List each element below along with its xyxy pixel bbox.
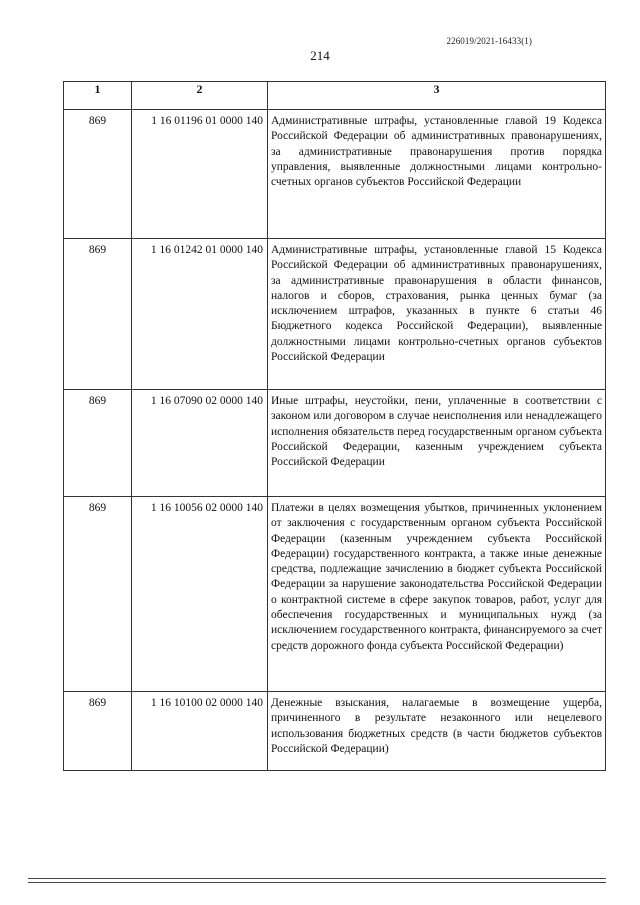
admin-code-cell: 869 bbox=[64, 239, 132, 390]
table-header-row bbox=[64, 82, 606, 110]
description-cell: Административные штрафы, установленные главой 15 Кодекса Российской Федерации об административных правонарушениях, за административные правонарушения в области финансов, налогов и сборов, страхования, рынка ценных бумаг (за исключением штрафов, указанных в пункте 6 статьи 46 Бюджетного кодекса Российской Федерации), выявленные должностными лицами контрольно-счетных органов субъектов Российской Федерации bbox=[268, 239, 606, 390]
budget-code-cell: 1 16 10056 02 0000 140 bbox=[132, 497, 268, 692]
admin-code-cell: 869 bbox=[64, 110, 132, 239]
document-id: 226019/2021-16433(1) bbox=[446, 36, 532, 46]
description-cell: Административные штрафы, установленные главой 19 Кодекса Российской Федерации об административных правонарушениях, за административные правонарушения против порядка управления, выявленные должностными лицами контрольно-счетных органов субъектов Российской Федерации bbox=[268, 110, 606, 239]
admin-code-cell: 869 bbox=[64, 390, 132, 497]
description-cell: Иные штрафы, неустойки, пени, уплаченные в соответствии с законом или договором в случае неисполнения или ненадлежащего исполнения обязательств перед государственным органом субъекта Российской Федерации, казенным учреждением субъекта Российской Федерации bbox=[268, 390, 606, 497]
column-header-1: 1 bbox=[64, 82, 132, 110]
budget-code-cell: 1 16 01196 01 0000 140 bbox=[132, 110, 268, 239]
table-row bbox=[64, 692, 606, 771]
footer-rule bbox=[28, 882, 606, 883]
budget-code-cell: 1 16 01242 01 0000 140 bbox=[132, 239, 268, 390]
table-row bbox=[64, 110, 606, 239]
budget-code-cell: 1 16 10100 02 0000 140 bbox=[132, 692, 268, 771]
footer-rule bbox=[28, 878, 606, 879]
column-header-2: 2 bbox=[132, 82, 268, 110]
description-cell: Платежи в целях возмещения убытков, причиненных уклонением от заключения с государственным органом субъекта Российской Федерации (казенным учреждением субъекта Российской Федерации) государственного контракта, а также иные денежные средства, подлежащие зачислению в бюджет субъекта Российской Федерации за нарушение законодательства Российской Федерации о контрактной системе в сфере закупок товаров, работ, услуг для обеспечения государственных и муниципальных нужд (за исключением государственного контракта, финансируемого за счет средств дорожного фонда субъекта Российской Федерации) bbox=[268, 497, 606, 692]
revenue-codes-table bbox=[63, 81, 606, 771]
admin-code-cell: 869 bbox=[64, 497, 132, 692]
table-row bbox=[64, 390, 606, 497]
page-number: 214 bbox=[310, 48, 330, 63]
budget-code-cell: 1 16 07090 02 0000 140 bbox=[132, 390, 268, 497]
description-cell: Денежные взыскания, налагаемые в возмещение ущерба, причиненного в результате незаконного или нецелевого использования бюджетных средств (в части бюджетов субъектов Российской Федерации) bbox=[268, 692, 606, 771]
admin-code-cell: 869 bbox=[64, 692, 132, 771]
column-header-3: 3 bbox=[268, 82, 606, 110]
table-row bbox=[64, 497, 606, 692]
table-row bbox=[64, 239, 606, 390]
